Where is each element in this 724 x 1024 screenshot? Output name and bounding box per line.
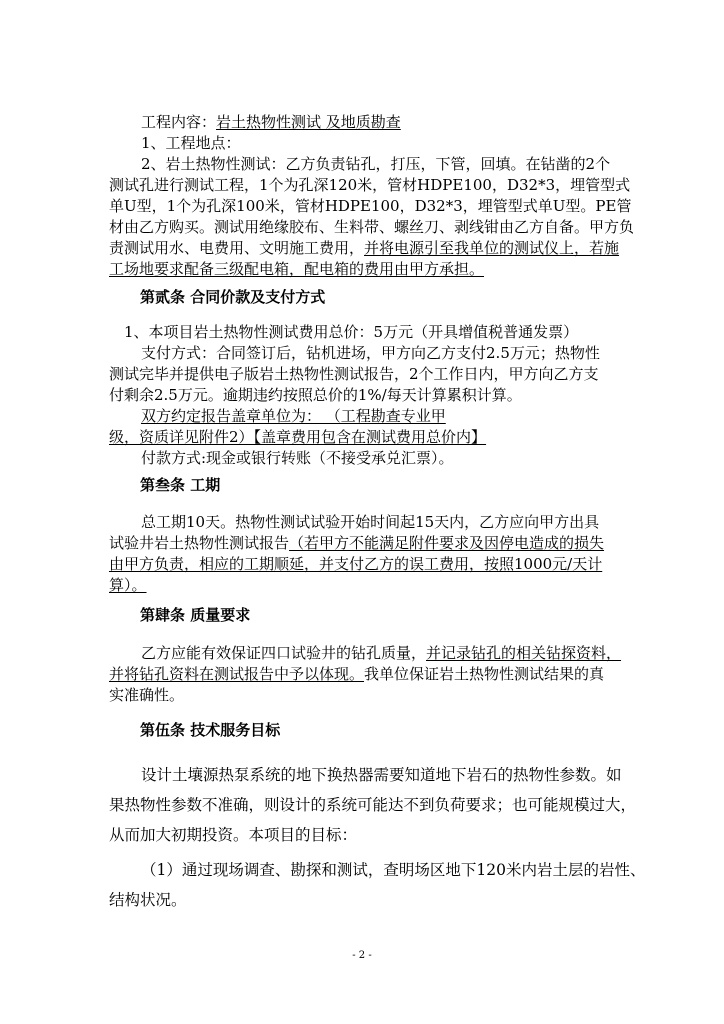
objective-line-1: 设计土壤源热泵系统的地下换热器需要知道地下岩石的热物性参数。如 xyxy=(141,766,622,784)
objective-line-3: 从而加大初期投资。本项目的目标： xyxy=(109,826,358,844)
article4-heading: 第肆条 质量要求 xyxy=(140,606,251,624)
quality-line-2-underlined: 并将钻孔资料在测试报告中予以体现。 xyxy=(109,665,365,683)
payment-line-3: 付剩余2.5万元。逾期违约按照总价的1%/每天计算累积计算。 xyxy=(109,386,522,404)
stamp-unit-line-2: 级，资质详见附件2）【盖章费用包含在测试费用总价内】 xyxy=(109,428,487,446)
schedule-line-4: 算）。 xyxy=(109,576,147,594)
schedule-line-3: 由甲方负责，相应的工期顺延，并支付乙方的误工费用，按照1000元/天计 xyxy=(109,555,603,573)
item2-line-3: 单U型，1个为孔深100米，管材HDPE100，D32*3，埋管型式单U型。PE管 xyxy=(109,197,632,215)
quality-line-3: 实准确性。 xyxy=(109,686,185,704)
quality-line-1-text: 乙方应能有效保证四口试验井的钻孔质量， xyxy=(141,644,427,662)
item2-line-6 xyxy=(109,259,689,280)
work-content-label: 工程内容： xyxy=(141,113,217,131)
article2-heading: 第贰条 合同价款及支付方式 xyxy=(140,288,326,306)
objective-line-5: 结构状况。 xyxy=(109,891,187,909)
quality-line-2-text: 我单位保证岩土热物性测试结果的真 xyxy=(364,665,605,683)
item2-line-4: 材由乙方购买。测试用绝缘胶布、生料带、螺丝刀、剥线钳由乙方自备。甲方负 xyxy=(109,218,635,236)
quality-line-1 xyxy=(141,643,721,664)
payment-line-2: 测试完毕并提供电子版岩土热物性测试报告，2个工作日内，甲方向乙方支 xyxy=(109,365,599,383)
schedule-line-2 xyxy=(109,533,689,554)
schedule-line-2-underlined: （若甲方不能满足附件要求及因停电造成的损失 xyxy=(289,534,605,552)
payment-line-1: 支付方式：合同签订后，钻机进场，甲方向乙方支付2.5万元；热物性 xyxy=(141,344,600,362)
work-content-line xyxy=(141,112,721,133)
page-number: - 2 - xyxy=(352,950,372,961)
item2-line-5-text: 责测试用水、电费用、文明施工费用， xyxy=(109,239,365,257)
article5-heading: 第伍条 技术服务目标 xyxy=(140,721,281,739)
payment-method-line: 付款方式:现金或银行转账（不接受承兑汇票）。 xyxy=(141,449,454,467)
stamp-unit-line-1: 双方约定报告盖章单位为： （工程勘查专业甲 xyxy=(141,407,446,425)
objective-line-4: （1）通过现场调查、勘探和测试，查明场区地下120米内岩土层的岩性、 xyxy=(141,861,646,879)
item2-line-5 xyxy=(109,238,689,259)
project-location-line: 1、工程地点： xyxy=(141,134,241,152)
schedule-line-2-text: 试验井岩土热物性测试报告 xyxy=(109,534,290,552)
article3-heading: 第叁条 工期 xyxy=(140,476,221,494)
item2-line-1: 2、岩土热物性测试：乙方负责钻孔，打压，下管，回填。在钻凿的2个 xyxy=(141,155,611,173)
quality-line-1-underlined: 并记录钻孔的相关钻探资料， xyxy=(426,644,622,662)
quality-line-2 xyxy=(109,664,689,685)
item2-line-2: 测试孔进行测试工程，1个为孔深120米，管材HDPE100，D32*3，埋管型式 xyxy=(109,176,631,194)
item2-underlined-b: 工场地要求配备三级配电箱，配电箱的费用由甲方承担。 xyxy=(109,260,485,278)
schedule-line-1: 总工期10天。热物性测试试验开始时间起15天内，乙方应向甲方出具 xyxy=(141,513,600,531)
article2-price-line: 1、本项目岩土热物性测试费用总价：5万元（开具增值税普通发票） xyxy=(124,323,579,341)
work-content-value: 岩土热物性测试 及地质勘查 xyxy=(216,113,401,131)
item2-underlined-a: 并将电源引至我单位的测试仪上，若施 xyxy=(364,239,620,257)
objective-line-2: 果热物性参数不准确，则设计的系统可能达不到负荷要求；也可能规模过大， xyxy=(109,796,637,814)
